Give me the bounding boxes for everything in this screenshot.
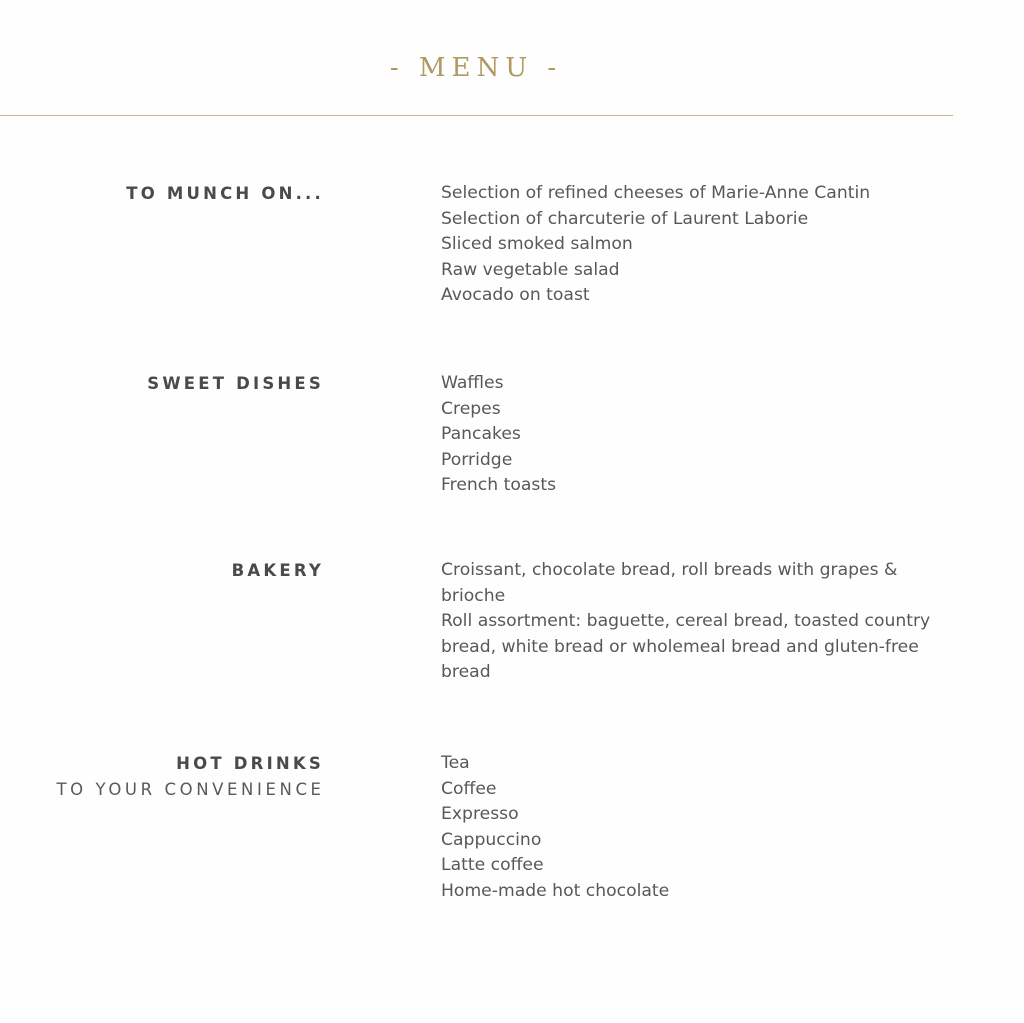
section-head (56, 751, 325, 803)
menu-item: Porridge (441, 449, 513, 470)
menu-item: Sliced smoked salmon (441, 234, 633, 255)
menu-item: Cappuccino (441, 829, 542, 850)
section-title: BAKERY (231, 561, 324, 580)
menu-item: French toasts (441, 475, 557, 496)
menu-item: Latte coffee (441, 855, 544, 876)
menu-item-list (441, 371, 941, 499)
section-head (231, 558, 324, 583)
menu-item: Avocado on toast (441, 285, 590, 306)
section-title: SWEET DISHES (147, 374, 324, 393)
menu-item: Roll assortment: baguette, cereal bread, toasted country bread, white bread or wholemeal bread and gluten-free bread (441, 611, 931, 683)
section-subtitle: TO YOUR CONVENIENCE (56, 780, 325, 799)
menu-item: Croissant, chocolate bread, roll breads with grapes & brioche (441, 560, 898, 606)
title-divider (0, 115, 953, 116)
menu-item: Expresso (441, 804, 519, 825)
section-title: TO MUNCH ON... (126, 184, 324, 203)
menu-item: Selection of refined cheeses of Marie-Anne Cantin (441, 183, 871, 203)
section-head (147, 371, 324, 396)
menu-item: Waffles (441, 373, 504, 393)
menu-item: Selection of charcuterie of Laurent Laborie (441, 208, 809, 229)
menu-item: Crepes (441, 398, 501, 419)
section-head (126, 181, 324, 206)
menu-item: Home-made hot chocolate (441, 880, 670, 901)
menu-item-list (441, 181, 941, 309)
menu-item: Pancakes (441, 424, 521, 445)
section-title: HOT DRINKS (176, 754, 324, 773)
menu-item: Coffee (441, 778, 497, 799)
menu-item-list (441, 558, 931, 686)
menu-item: Raw vegetable salad (441, 259, 620, 280)
menu-item: Tea (441, 753, 470, 773)
menu-title: - MENU - (389, 53, 563, 83)
menu-item-list (441, 751, 941, 905)
